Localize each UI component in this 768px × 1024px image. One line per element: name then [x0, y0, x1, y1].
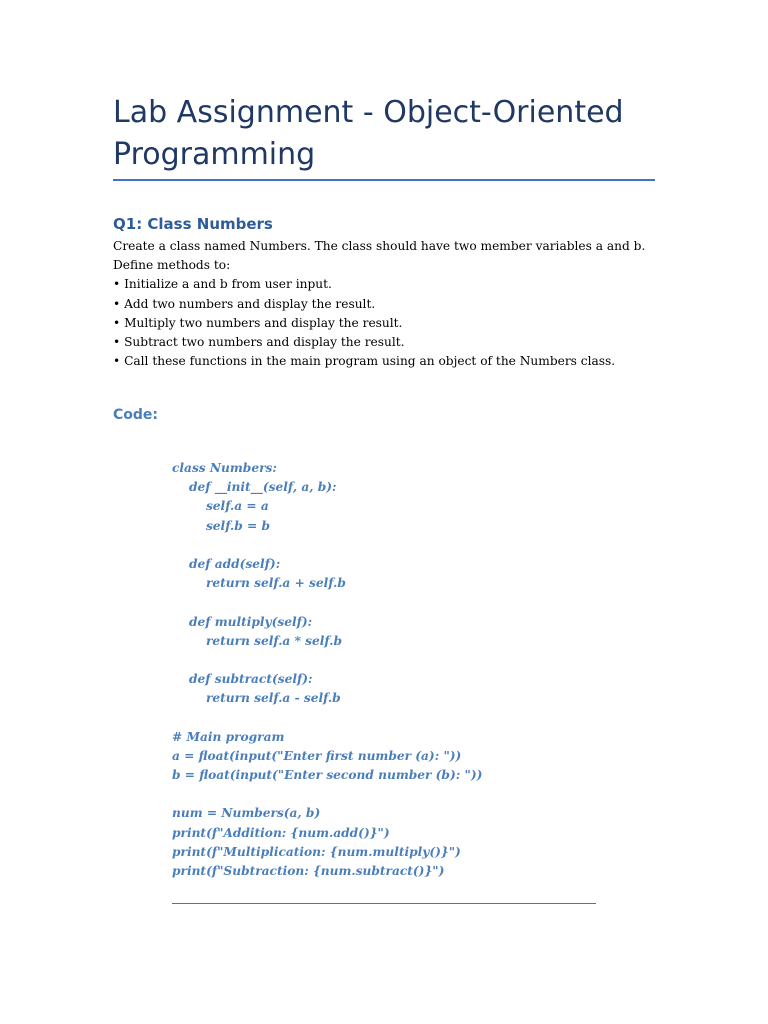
question-heading: Q1: Class Numbers [113, 215, 273, 233]
code-line [172, 708, 612, 727]
code-line: print(f"Multiplication: {num.multiply()}") [172, 844, 461, 859]
code-line: def __init__(self, a, b): [172, 480, 337, 495]
code-line: return self.a * self.b [172, 633, 343, 648]
bullet-item: • Multiply two numbers and display the result. [113, 315, 403, 330]
code-line [172, 593, 612, 612]
code-line: num = Numbers(a, b) [172, 806, 321, 821]
code-line: self.b = b [172, 518, 270, 533]
code-line: return self.a - self.b [172, 691, 341, 706]
code-line: def multiply(self): [172, 614, 313, 629]
code-line: return self.a + self.b [172, 576, 346, 591]
code-line: def add(self): [172, 556, 281, 571]
code-line [172, 785, 612, 804]
code-line: # Main program [172, 729, 285, 744]
code-heading: Code: [113, 407, 159, 423]
bullet-item: • Initialize a and b from user input. [113, 277, 332, 292]
bullet-item: • Call these functions in the main program using an object of the Numbers class. [113, 354, 616, 369]
document-title: Lab Assignment - Object-Oriented Programming [113, 95, 624, 172]
question-body [113, 237, 673, 371]
code-line: self.a = a [172, 499, 269, 514]
bullet-item: • Subtract two numbers and display the result. [113, 335, 405, 350]
code-line: print(f"Addition: {num.add()}") [172, 825, 390, 840]
code-line: b = float(input("Enter second number (b): ")) [172, 768, 483, 782]
code-line: a = float(input("Enter first number (a): ")) [172, 748, 462, 763]
code-line: class Numbers: [172, 461, 277, 475]
code-divider [172, 903, 596, 904]
bullet-item: • Add two numbers and display the result. [113, 296, 376, 311]
code-line [172, 536, 612, 555]
question-intro: Create a class named Numbers. The class should have two member variables a and b. Define methods to: [113, 239, 646, 273]
code-line: def subtract(self): [172, 672, 313, 687]
title-divider [113, 179, 655, 181]
code-block [172, 459, 612, 881]
code-line: print(f"Subtraction: {num.subtract()}") [172, 863, 445, 878]
question-bullet-list [113, 275, 673, 371]
code-line [172, 651, 612, 670]
